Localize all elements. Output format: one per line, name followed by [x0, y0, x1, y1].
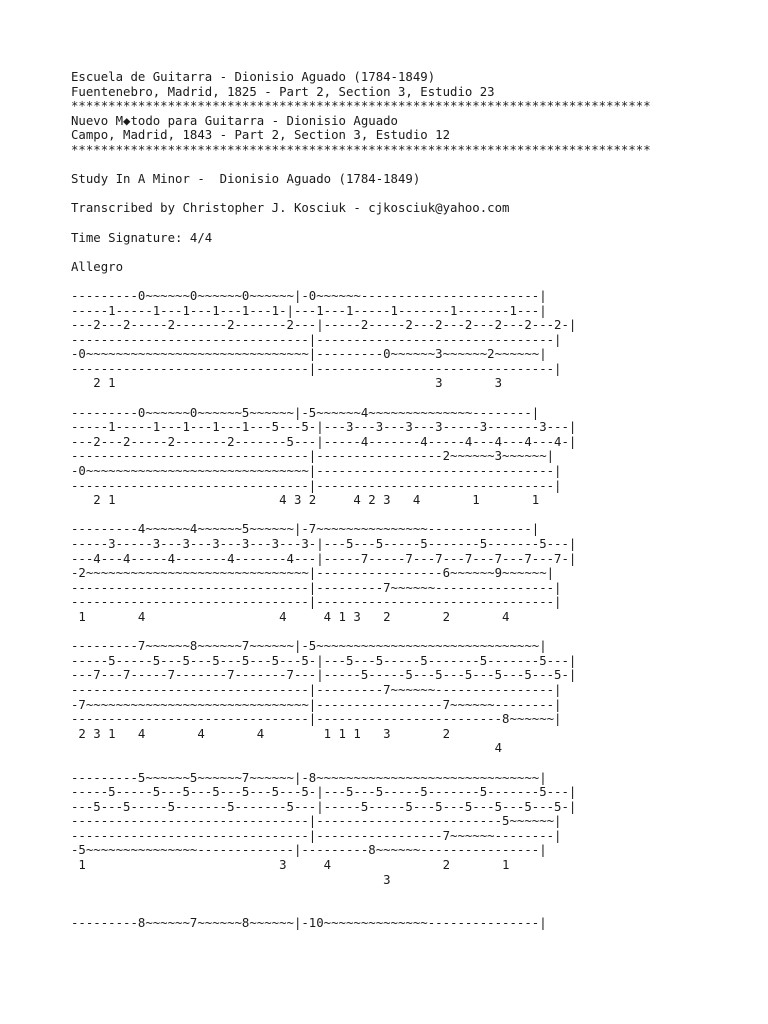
- text-line: [71, 902, 651, 917]
- text-line: [71, 245, 651, 260]
- text-line: -2~~~~~~~~~~~~~~~~~~~~~~~~~~~~~~|-----------------6~~~~~~9~~~~~~|: [71, 566, 555, 581]
- text-line: Fuentenebro, Madrid, 1825 - Part 2, Section 3, Estudio 23: [71, 84, 495, 99]
- text-line: ---------5~~~~~~5~~~~~~7~~~~~~|-8~~~~~~~~~~~~~~~~~~~~~~~~~~~~~~|: [71, 770, 547, 785]
- text-line: [71, 508, 651, 523]
- text-line: --------------------------------|--------------------------------|: [71, 595, 562, 610]
- text-line: [71, 756, 651, 771]
- text-line: ---2---2-----2-------2-------2---|-----2-----2---2---2---2---2---2-|: [71, 318, 577, 333]
- text-line: ---------8~~~~~~7~~~~~~8~~~~~~|-10~~~~~~~~~~~~~~---------------|: [71, 916, 547, 931]
- text-line: Escuela de Guitarra - Dionisio Aguado (1784-1849): [71, 70, 436, 84]
- text-line: Nuevo M◆todo para Guitarra - Dionisio Aguado: [71, 113, 398, 128]
- text-line: [71, 187, 651, 202]
- text-line: --------------------------------|-------------------------8~~~~~~|: [71, 712, 562, 727]
- text-line: --------------------------------|-----------------7~~~~~~--------|: [71, 828, 562, 843]
- text-line: -----5-----5---5---5---5---5---5-|---5---5-----5-------5-------5---|: [71, 653, 577, 668]
- text-line: -----5-----5---5---5---5---5---5-|---5---5-----5-------5-------5---|: [71, 785, 577, 800]
- text-line: ---------0~~~~~~0~~~~~~0~~~~~~|-0~~~~~~------------------------|: [71, 288, 547, 303]
- text-line: ---------4~~~~~~4~~~~~~5~~~~~~|-7~~~~~~~~~~~~~~~--------------|: [71, 522, 540, 537]
- text-line: -----3-----3---3---3---3---3---3-|---5---5-----5-------5-------5---|: [71, 537, 577, 551]
- text-line: 2 3 1 4 4 4 1 1 1 3 2: [71, 726, 451, 741]
- text-line: -----1-----1---1---1---1---1-|---1---1-----1-------1-------1---|: [71, 303, 547, 318]
- text-line: Study In A Minor - Dionisio Aguado (1784-1849): [71, 172, 421, 187]
- text-line: ---------7~~~~~~8~~~~~~7~~~~~~|-5~~~~~~~~~~~~~~~~~~~~~~~~~~~~~~|: [71, 639, 547, 654]
- text-line: ******************************************************************************: [71, 142, 651, 157]
- text-line: 1 4 4 4 1 3 2 2 4: [71, 609, 510, 624]
- text-line: -0~~~~~~~~~~~~~~~~~~~~~~~~~~~~~~|--------------------------------|: [71, 464, 562, 479]
- text-line: ---2---2-----2-------2-------5---|-----4-------4-----4---4---4---4-|: [71, 434, 577, 449]
- text-line: [71, 391, 651, 406]
- text-line: --------------------------------|--------------------------------|: [71, 478, 562, 493]
- text-line: 2 1 4 3 2 4 2 3 4 1 1: [71, 493, 540, 508]
- tablature-document: [71, 70, 651, 931]
- text-line: Campo, Madrid, 1843 - Part 2, Section 3, Estudio 12: [71, 128, 451, 143]
- text-line: --------------------------------|--------------------------------|: [71, 361, 562, 376]
- text-line: Allegro: [71, 259, 124, 274]
- text-line: -0~~~~~~~~~~~~~~~~~~~~~~~~~~~~~~|---------0~~~~~~3~~~~~~2~~~~~~|: [71, 347, 547, 362]
- text-line: ******************************************************************************: [71, 99, 651, 114]
- text-line: -7~~~~~~~~~~~~~~~~~~~~~~~~~~~~~~|-----------------7~~~~~~--------|: [71, 697, 562, 712]
- text-line: 3: [71, 872, 391, 887]
- text-line: [71, 216, 651, 231]
- text-line: --------------------------------|--------------------------------|: [71, 332, 562, 347]
- text-line: ---7---7-----7-------7-------7---|-----5-----5---5---5---5---5---5-|: [71, 668, 577, 683]
- text-line: --------------------------------|---------7~~~~~~----------------|: [71, 682, 562, 697]
- text-line: Time Signature: 4/4: [71, 230, 213, 245]
- text-line: Transcribed by Christopher J. Kosciuk - cjkosciuk@yahoo.com: [71, 201, 510, 216]
- text-line: 1 3 4 2 1: [71, 858, 510, 873]
- text-line: [71, 887, 651, 902]
- text-line: --------------------------------|-------------------------5~~~~~~|: [71, 814, 562, 829]
- text-line: -5~~~~~~~~~~~~~~~-------------|---------8~~~~~~----------------|: [71, 843, 547, 858]
- text-line: [71, 625, 651, 640]
- text-line: -----1-----1---1---1---1---5---5-|---3---3---3---3-----3-------3---|: [71, 420, 577, 435]
- text-line: [71, 274, 651, 289]
- text-line: 4: [71, 741, 503, 756]
- text-line: ---5---5-----5-------5-------5---|-----5-----5---5---5---5---5---5-|: [71, 799, 577, 814]
- text-line: ---------0~~~~~~0~~~~~~5~~~~~~|-5~~~~~~4~~~~~~~~~~~~~~--------|: [71, 405, 540, 420]
- text-line: ---4---4-----4-------4-------4---|-----7-----7---7---7---7---7---7-|: [71, 551, 577, 566]
- text-line: --------------------------------|-----------------2~~~~~~3~~~~~~|: [71, 449, 555, 464]
- text-line: [71, 158, 651, 173]
- text-line: 2 1 3 3: [71, 376, 503, 391]
- text-line: --------------------------------|---------7~~~~~~----------------|: [71, 580, 562, 595]
